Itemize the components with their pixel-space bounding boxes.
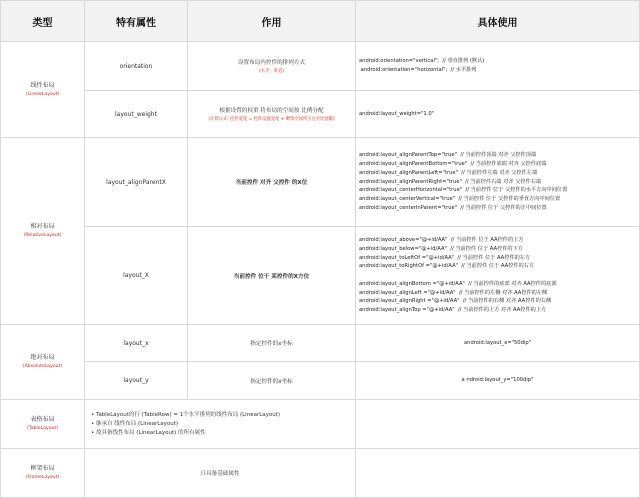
table-layout-usage-empty xyxy=(356,400,640,449)
effect-note: (水平、垂直) xyxy=(259,69,284,74)
code-line: android:orientation="vertical"; // 垂直排列 (默认) xyxy=(359,58,485,65)
effect-text: 只具备基础属性 xyxy=(200,471,240,477)
usage-layout-weight xyxy=(356,91,640,138)
effect-note: (计算公式: 控件宽度 = 控件设置宽度 + 剩余空间所占百分比宽幅) xyxy=(208,117,335,122)
code-line: android:layout_alignLeft ="@+id/AA" // 当前控件的左侧 对齐 AA控件的左侧 xyxy=(359,289,548,296)
effect-layout-x xyxy=(188,227,356,325)
usage-layout-x xyxy=(356,227,640,325)
header-effect-label: 作用 xyxy=(261,17,282,29)
header-usage-label: 具体使用 xyxy=(477,17,518,29)
code-line: android:layout_alignParentRight="true" // 当前控件右端 对齐 父控件右端 xyxy=(359,178,542,185)
effect-text: 当前控件 位于 某控件的X方位 xyxy=(233,273,310,280)
type-name: 相对布局 xyxy=(30,223,55,230)
effect-text: 指定控件的x坐标 xyxy=(250,378,293,385)
bullet-item: • 继承自 线性布局 (LinearLayout) xyxy=(91,420,179,427)
header-effect xyxy=(188,0,356,42)
code-line: android:layout_alignTop ="@+id/AA" // 当前控件的上方 对齐 AA控件的上方 xyxy=(359,307,547,314)
effect-layout-weight xyxy=(188,91,356,138)
code-line: android:layout_alignParentBottom="true" // 当前控件底端 对齐 父控件底端 xyxy=(359,161,547,167)
code-line: android:layout_toLeftOf ="@+id/AA" // 当前控件 位于 AA控件的左方 xyxy=(359,254,531,261)
type-linear-layout xyxy=(0,42,85,138)
type-absolute-layout xyxy=(0,325,85,400)
type-name: 线性布局 xyxy=(30,81,55,89)
attr-align-parent xyxy=(85,138,188,227)
effect-text: 指定控件的x坐标 xyxy=(250,341,293,347)
type-table-layout xyxy=(0,400,85,449)
header-type-label: 类型 xyxy=(32,17,53,29)
table-layout-notes xyxy=(85,400,356,449)
effect-orientation xyxy=(188,42,356,91)
usage-layout-y-abs xyxy=(356,362,640,400)
code-line: android:layout_weight="1.0" xyxy=(359,110,435,117)
code-spacer xyxy=(359,271,557,280)
type-sub: (TableLayout) xyxy=(26,426,59,431)
frame-layout-usage-empty xyxy=(356,449,640,498)
type-name: 框架布局 xyxy=(30,465,55,472)
type-sub: (FrameLayout) xyxy=(25,475,60,480)
type-name: 绝对布局 xyxy=(30,354,55,361)
code-line: a ndroid:layout_y="100dip" xyxy=(461,377,534,384)
code-line: android:layout_centerInParent="true" // 当前控件 位于 父控件的正中间位置 xyxy=(359,204,547,211)
code-line: android:layout_centerVertical="true" // 当前控件 位于 父控件的垂直方向中间位置 xyxy=(359,196,561,203)
bullet-item: • TableLayout的行 (TableRow) = 1个水平排列的线性布局 (LinearLayout) xyxy=(91,411,281,418)
attr-layout-x xyxy=(85,227,188,325)
bullet-item: • 故具备线性布局 (LinearLayout) 的所有属性 xyxy=(91,429,206,436)
attr-label: orientation xyxy=(119,62,153,70)
effect-align-parent xyxy=(188,138,356,227)
attr-label: layout_weight xyxy=(115,110,157,118)
type-frame-layout xyxy=(0,449,85,498)
attr-layout-weight xyxy=(85,91,188,138)
effect-layout-x-abs xyxy=(188,325,356,362)
effect-layout-y-abs xyxy=(188,362,356,400)
effect-text: 设置布局内控件的排列方式 xyxy=(237,60,306,66)
attr-label: layout_alignParentX xyxy=(106,178,166,186)
usage-layout-x-abs xyxy=(356,325,640,362)
type-name: 表格布局 xyxy=(30,416,55,423)
frame-layout-desc xyxy=(85,449,356,498)
type-sub: (AbsoluteLayout) xyxy=(22,364,63,369)
type-sub: (RelativeLayout) xyxy=(23,233,62,238)
type-sub: (LinearLayout) xyxy=(25,91,60,97)
code-line: android:orientation="horizontal"; // 水平排列 xyxy=(359,67,477,73)
header-attribute xyxy=(85,0,188,42)
code-line: android:layout_alignParentLeft="true" // 当前控件左端 对齐 父控件左端 xyxy=(359,169,538,176)
header-type xyxy=(0,0,85,42)
attr-layout-x-abs xyxy=(85,325,188,362)
header-attribute-label: 特有属性 xyxy=(116,17,156,29)
code-line: android:layout_alignParentTop="true" // 当前控件顶端 对齐 父控件顶端 xyxy=(359,152,537,159)
effect-text: 根据设置的权重 将布局的空间按 比例分配 xyxy=(219,108,324,114)
attr-label: layout_y xyxy=(123,377,149,384)
code-line: android:layout_centerHorizontal="true" // 当前控件 位于 父控件的水平方向中间位置 xyxy=(359,187,568,194)
attr-orientation xyxy=(85,42,188,91)
effect-text: 当前控件 对齐 父控件 的X位 xyxy=(235,180,308,186)
type-relative-layout xyxy=(0,138,85,325)
code-line: android:layout_x="50dip" xyxy=(463,339,532,346)
code-line: android:layout_alignRight ="@+id/AA" // 当前控件的右侧 对齐 AA控件的右侧 xyxy=(359,298,552,305)
code-line: android:layout_below="@+id/AA" // 当前控件 位于 AA控件的下方 xyxy=(359,245,523,252)
attr-label: layout_x xyxy=(123,339,149,347)
code-line: android:layout_above="@+id/AA" // 当前控件 位于 AA控件的上方 xyxy=(359,236,524,243)
code-line: android:layout_toRightOf ="@+id/AA" // 当前控件 位于 AA控件的右方 xyxy=(359,263,535,270)
attr-layout-y-abs xyxy=(85,362,188,400)
code-line: android:layout_alignBottom ="@+id/AA" // 当前控件的底部 对齐 AA控件的底部 xyxy=(359,280,557,287)
header-usage xyxy=(356,0,640,42)
attr-label: layout_X xyxy=(123,272,149,279)
usage-orientation xyxy=(356,42,640,91)
usage-align-parent xyxy=(356,138,640,227)
